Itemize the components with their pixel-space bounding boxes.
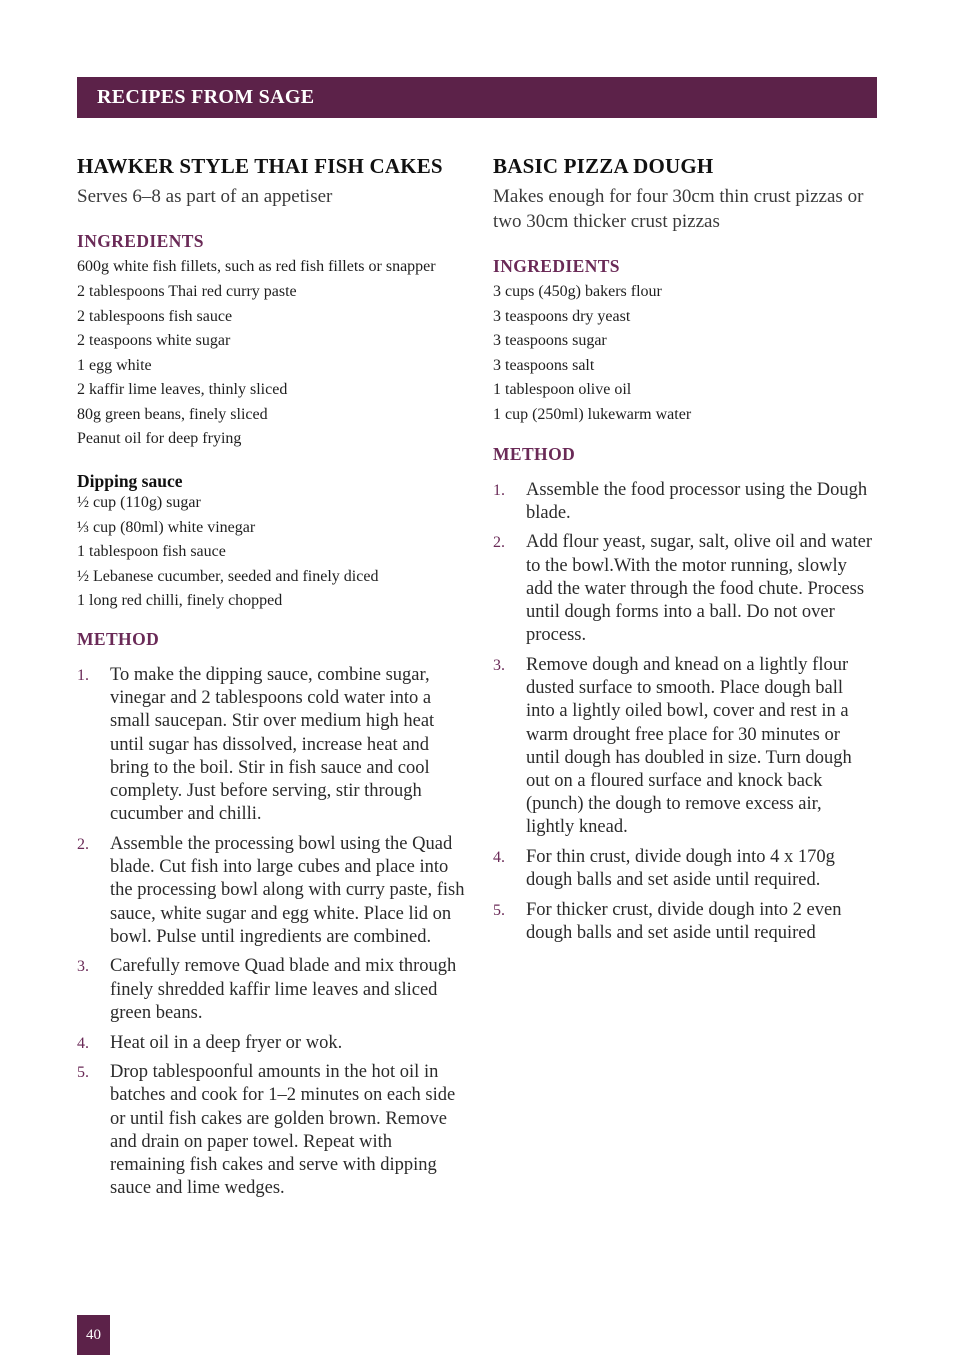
ingredient-item: 2 teaspoons white sugar — [77, 332, 231, 349]
step-text: For thin crust, divide dough into 4 x 170g dough balls and set aside until required. — [526, 847, 835, 891]
ingredients-list — [493, 283, 873, 424]
ingredients-heading: INGREDIENTS — [77, 231, 204, 251]
ingredient-item: ½ Lebanese cucumber, seeded and finely diced — [77, 567, 379, 585]
step-number: 1. — [493, 481, 505, 499]
ingredient-item: 3 teaspoons dry yeast — [493, 307, 631, 325]
ingredient-item: 3 cups (450g) bakers flour — [493, 283, 662, 300]
step-text: Drop tablespoonful amounts in the hot oil in batches and cook for 1–2 minutes on each side or until fish cakes are golden brown. Remove and drain on paper towel. Repeat with remaining fish cakes and serve with dipping sauce and lime wedges. — [110, 1062, 456, 1199]
method-step — [493, 531, 873, 647]
ingredients-list — [77, 258, 467, 448]
recipe-pizza-dough — [493, 152, 873, 952]
recipe-title: BASIC PIZZA DOUGH — [493, 154, 714, 178]
step-text: To make the dipping sauce, combine sugar, vinegar and 2 tablespoons cold water into a small saucepan. Stir over medium high heat until sugar has dissolved, increase heat and bring to the boil. Stir in fish sauce and cool complety. Just before serving, stir through cucumber and chilli. — [110, 665, 435, 825]
step-number: 2. — [493, 534, 505, 552]
step-number: 4. — [493, 849, 505, 867]
step-number: 3. — [77, 958, 89, 976]
step-text: For thicker crust, divide dough into 2 even dough balls and set aside until required — [526, 899, 842, 944]
dipping-sauce-heading: Dipping sauce — [77, 471, 183, 491]
step-number: 2. — [77, 835, 89, 853]
step-text: Remove dough and knead on a lightly flour dusted surface to smooth. Place dough ball into a lightly oiled bowl, cover and rest in a warm drought free place for 30 minutes or until dough has doubled in size. Turn dough out on a floured surface and knock back (punch) the dough to remove excess air, lightly knead. — [526, 654, 852, 838]
step-number: 3. — [493, 656, 505, 674]
ingredient-item: 80g green beans, finely sliced — [77, 405, 268, 423]
ingredient-item: 2 kaffir lime leaves, thinly sliced — [77, 381, 288, 398]
ingredient-item: 3 teaspoons sugar — [493, 332, 607, 349]
method-heading: METHOD — [493, 443, 576, 464]
ingredients-heading: INGREDIENTS — [493, 256, 620, 276]
method-step — [77, 664, 467, 826]
method-list — [493, 479, 873, 946]
ingredient-item: 2 tablespoons Thai red curry paste — [77, 283, 297, 300]
step-text: Heat oil in a deep fryer or wok. — [110, 1032, 343, 1053]
method-step — [493, 846, 873, 892]
ingredient-item: 1 tablespoon fish sauce — [77, 543, 226, 560]
step-text: Assemble the food processor using the Dough blade. — [526, 479, 868, 523]
recipe-thai-fish-cakes — [77, 152, 467, 1207]
method-step — [77, 1032, 467, 1055]
method-step — [77, 955, 467, 1025]
ingredient-item: 2 tablespoons fish sauce — [77, 307, 233, 325]
page-number: 40 — [77, 1315, 110, 1355]
step-text: Carefully remove Quad blade and mix through finely shredded kaffir lime leaves and sliced green beans. — [110, 956, 457, 1023]
step-text: Add flour yeast, sugar, salt, olive oil and water to the bowl.With the motor running, slowly add the water through the food chute. Process until dough forms into a ball. Do not over process. — [526, 532, 873, 646]
step-number: 4. — [77, 1034, 89, 1052]
ingredient-item: 1 tablespoon olive oil — [493, 381, 632, 398]
step-text: Assemble the processing bowl using the Quad blade. Cut fish into large cubes and place into the processing bowl along with curry paste, fish sauce, white sugar and egg white. Place lid on bowl. Pulse until ingredients are combined. — [110, 833, 465, 947]
section-banner — [77, 77, 877, 118]
ingredient-item: 1 long red chilli, finely chopped — [77, 592, 283, 609]
ingredient-item: Peanut oil for deep frying — [77, 430, 242, 447]
ingredient-item: ½ cup (110g) sugar — [77, 494, 201, 511]
step-number: 5. — [493, 901, 505, 919]
ingredient-item: ⅓ cup (80ml) white vinegar — [77, 518, 256, 536]
method-step — [77, 833, 467, 949]
banner-title: RECIPES FROM SAGE — [97, 86, 315, 108]
method-step — [77, 1061, 467, 1200]
dipping-sauce-list — [77, 494, 467, 610]
method-list — [77, 664, 467, 1200]
recipe-serves: Makes enough for four 30cm thin crust pizzas or two 30cm thicker crust pizzas — [493, 186, 864, 232]
method-step — [493, 654, 873, 840]
recipe-serves: Serves 6–8 as part of an appetiser — [77, 186, 333, 207]
step-number: 1. — [77, 667, 89, 684]
method-step — [493, 899, 873, 945]
ingredient-item: 1 egg white — [77, 356, 152, 374]
recipe-title: HAWKER STYLE THAI FISH CAKES — [77, 154, 443, 178]
ingredient-item: 600g white fish fillets, such as red fish fillets or snapper — [77, 258, 436, 275]
method-heading: METHOD — [77, 629, 160, 649]
ingredient-item: 3 teaspoons salt — [493, 356, 595, 374]
step-number: 5. — [77, 1064, 89, 1082]
ingredient-item: 1 cup (250ml) lukewarm water — [493, 405, 692, 423]
method-step — [493, 479, 873, 525]
